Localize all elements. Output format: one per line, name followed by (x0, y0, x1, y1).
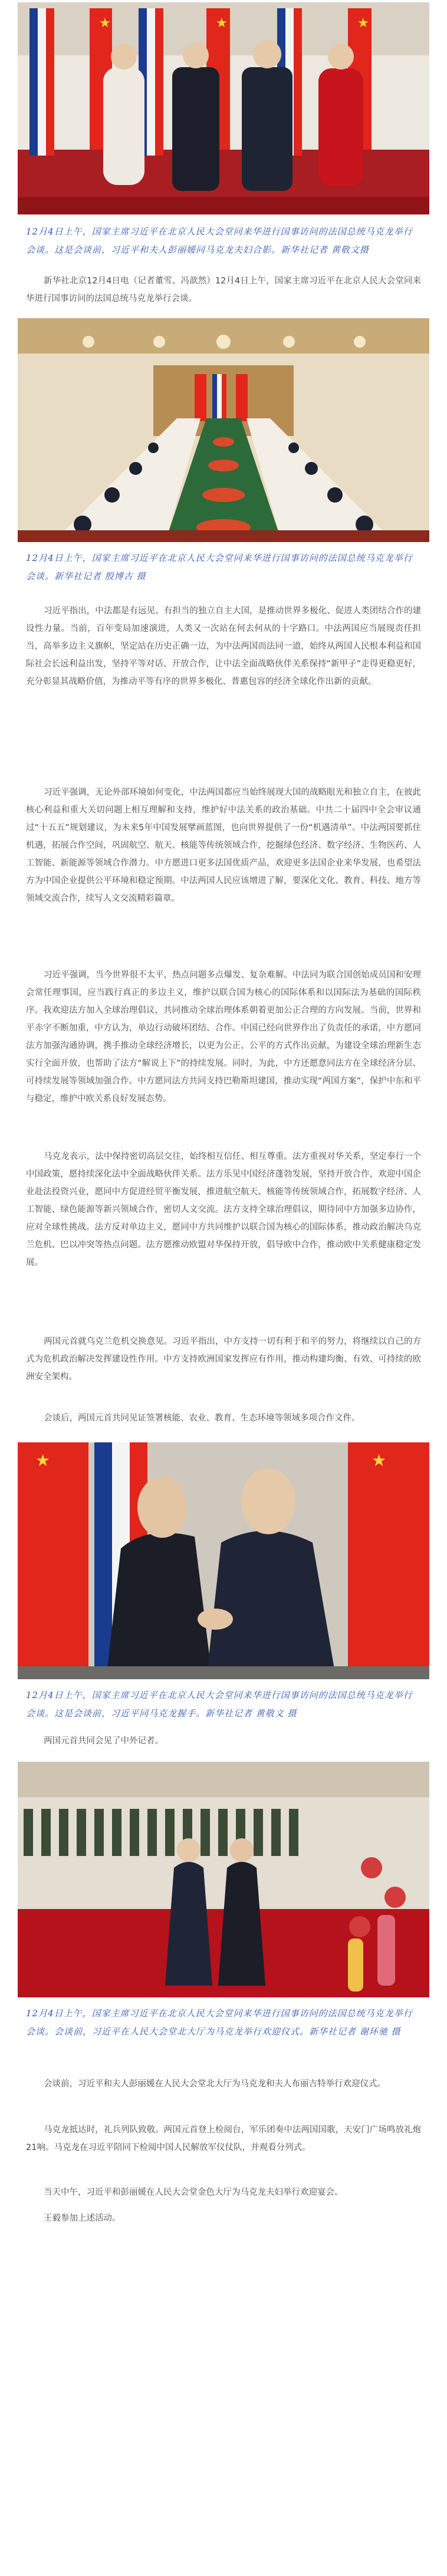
body-paragraph: 两国元首就乌克兰危机交换意见。习近平指出，中方支持一切有利于和平的努力，将继续以自己的方式为危机政治解决发挥建设性作用。中方支持欧洲国家发挥应有作用，推动构建均衡、有效、可持续的欧洲安全架构。 (26, 1337, 421, 1382)
welcome-ceremony-photo-icon (18, 1762, 429, 1997)
svg-text:★: ★ (35, 1451, 51, 1470)
svg-text:★: ★ (372, 1451, 387, 1470)
body-paragraph: 马克龙抵达时，礼兵列队致敬。两国元首登上检阅台，军乐团奏中法两国国歌，天安门广场鸣放礼炮21响。马克龙在习近平陪同下检阅中国人民解放军仪仗队，并观看分列式。 (26, 2125, 421, 2152)
body-paragraph: 习近平指出，中法都是有远见、有担当的独立自主大国，是推动世界多极化、促进人类团结合作的建设性力量。当前，百年变局加速演进，人类又一次站在何去何从的十字路口。中法两国应当展现责任担当，高举多边主义旗帜，坚定站在历史正确一边，为中法两国而法同一道，始终从两国人民根本利益和国际社会长远利益出发，坚持平等对话、开放合作，让中法全面战略伙伴关系保持“新甲子”走得更稳更好，充分彰显其战略价值，为推动平等有序的世界多极化、普惠包容的经济全球化作出新的贡献。 (26, 606, 421, 686)
body-paragraph: 习近平强调，当今世界很不太平，热点问题多点爆发、复杂难解。中法同为联合国创始成员国和安理会常任理事国，应当践行真正的多边主义，维护以联合国为核心的国际体系和以国际法为基础的国际秩序。我欢迎法方加入全球治理倡议，共同推动全球治理体系朝着更加公正合理的方向发展。当前，世界和平赤字不断加重，中方认为，单边行动破坏团结、合作。中国已经向世界作出了负责任的承诺，中方愿同法方加强沟通协调，携手推动全球经济增长，以更为公正、公平的方式作出贡献，为建设全球治理新生态实行全面开放，也帮助了法方“解说上下”的持续发展。同时，为此，中方还愿意同法方在全球经济分层、可持续发展等领域加强合作。中方愿同法方共同支持巴勒斯坦建国，推动实现“两国方案”，保护中东和平与稳定，维护中欧关系良好发展态势。 (26, 970, 421, 1104)
talks-hall-photo (18, 318, 429, 542)
lead-paragraph: 新华社北京12月4日电（记者董雪、冯歆然）12月4日上午，国家主席习近平在北京人民大会堂同来华进行国事访问的法国总统马克龙举行会谈。 (26, 276, 421, 303)
handshake-photo (18, 1442, 429, 1679)
body-paragraph: 两国元首共同会见了中外记者。 (44, 1736, 163, 1746)
body-paragraph: 习近平强调，无论外部环境如何变化，中法两国都应当始终展现大国的战略眼光和独立自主，在彼此核心利益和重大关切问题上相互理解和支持，维护好中法关系的政治基础。中共二十届四中全会审议通过“十五五”规划建议，为未来5年中国发展擘画蓝图，也向世界提供了一份“机遇清单”。中法两国要抓住机遇，拓展合作空间，巩固航空、航天、核能等传统领域合作，挖掘绿色经济、数字经济、生物医药、人工智能、新能源等领域合作潜力。中方愿进口更多法国优质产品，欢迎更多法国企业来华发展，也希望法方为中国企业提供公平环境和稳定预期。中法两国人民应该增进了解，要深化文化、教育、科技、地方等领域交流合作，续写人文交流精彩篇章。 (26, 788, 421, 903)
body-paragraph: 王毅参加上述活动。 (44, 2214, 121, 2223)
body-paragraph: 当天中午，习近平和彭丽媛在人民大会堂金色大厅为马克龙夫妇举行欢迎宴会。 (44, 2188, 343, 2197)
photo-caption: 12月4日上午，国家主席习近平在北京人民大会堂同来华进行国事访问的法国总统马克龙举行会谈。新华社记者 殷博古 摄 (26, 553, 413, 582)
svg-text:★: ★ (99, 16, 111, 31)
state-visit-photo (18, 2, 429, 214)
body-paragraph: 会谈前，习近平和夫人彭丽媛在人民大会堂北大厅为马克龙和夫人布丽吉特举行欢迎仪式。 (44, 2079, 386, 2089)
photo-caption: 12月4日上午，国家主席习近平在北京人民大会堂同来华进行国事访问的法国总统马克龙举行会谈。这是会谈前，习近平同马克龙握手。新华社记者 黄敬文 摄 (26, 1690, 413, 1719)
photo-caption: 12月4日上午，国家主席习近平在北京人民大会堂同来华进行国事访问的法国总统马克龙举行会谈。这是会谈前，习近平和夫人彭丽媛同马克龙夫妇合影。新华社记者 黄敬文摄 (26, 226, 413, 255)
photo-caption: 12月4日上午，国家主席习近平在北京人民大会堂同来华进行国事访问的法国总统马克龙举行会谈。会谈前，习近平在人民大会堂北大厅为马克龙举行欢迎仪式。新华社记者 谢环驰 摄 (26, 2008, 413, 2037)
handshake-photo-icon (18, 1442, 429, 1679)
welcome-ceremony-photo (18, 1762, 429, 1997)
body-paragraph: 会谈后，两国元首共同见证签署核能、农业、教育、生态环境等领域多项合作文件。 (44, 1414, 360, 1423)
svg-text:★: ★ (357, 16, 369, 31)
svg-text:★: ★ (216, 16, 228, 31)
body-paragraph: 马克龙表示，法中保持密切高层交往，始终相互信任、相互尊重。法方重视对华关系，坚定奉行一个中国政策，愿持续深化法中全面战略伙伴关系。法方乐见中国经济蓬勃发展，坚持开放合作，欢迎中国企业赴法投资兴业，愿同中方促进经贸平衡发展，推进航空航天、核能等传统领域合作，拓展数字经济、人工智能、绿色能源等新兴领域合作，密切人文交流。法方支持全球治理倡议，期待同中方加强多边协作，应对全球性挑战。法方反对单边主义，愿同中方共同维护以联合国为核心的国际体系，推动政治解决乌克兰危机、巴以冲突等热点问题。法方愿推动欧盟对华保持开放，倡导欧中合作，推动欧中关系健康稳定发展。 (26, 1152, 421, 1267)
state-visit-photo-icon (18, 2, 429, 214)
talks-hall-photo-icon (18, 318, 429, 542)
